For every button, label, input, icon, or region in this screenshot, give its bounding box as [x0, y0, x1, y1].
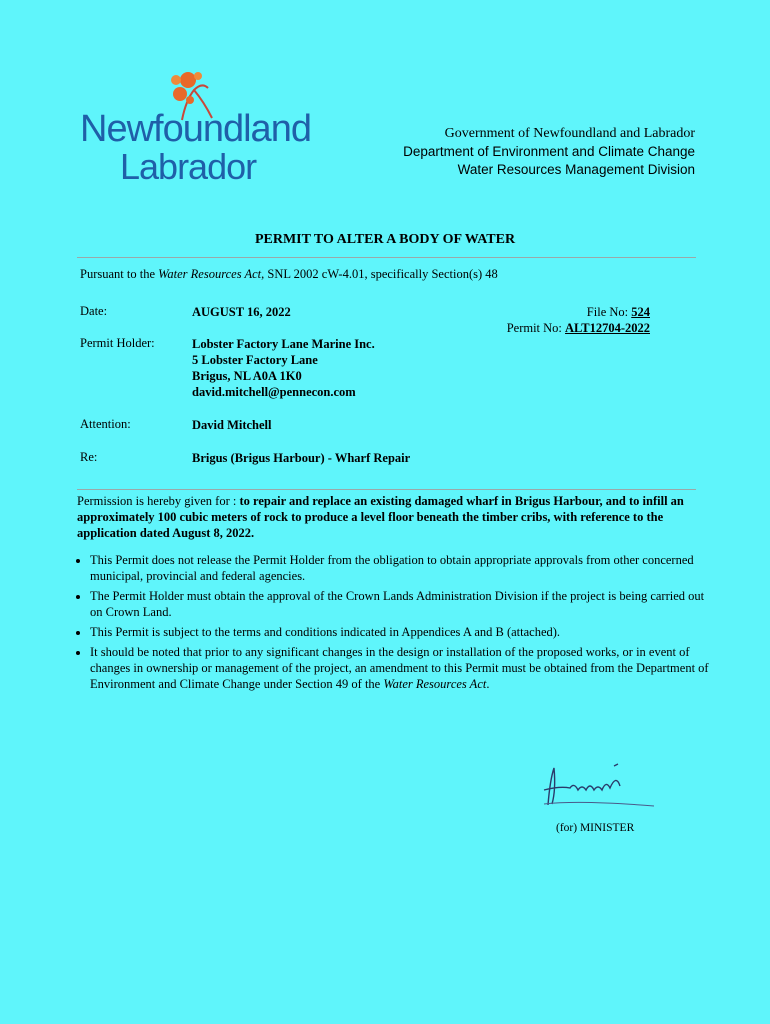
act-name: Water Resources Act [383, 677, 487, 691]
holder-company: Lobster Factory Lane Marine Inc. [192, 337, 375, 351]
department-name: Department of Environment and Climate Change [403, 144, 695, 159]
condition-item: • This Permit is subject to the terms and conditions indicated in Appendices A and B (attached). [90, 624, 718, 640]
permit-holder-label: Permit Holder: [80, 336, 155, 350]
attention-value: David Mitchell [192, 418, 272, 432]
date-label: Date: [80, 304, 108, 318]
file-numbers [507, 304, 650, 336]
permission-body: to repair and replace an existing damaged wharf in Brigus Harbour, and to infill an approximately 100 cubic meters of rock to produce a level floor beneath the timber cribs, with reference to the application dated August 8, 2022. [77, 494, 684, 540]
minister-label: (for) MINISTER [556, 822, 635, 834]
pursuant-suffix: , SNL 2002 cW-4.01, specifically Section(s) 48 [261, 267, 498, 281]
condition-text: It should be noted that prior to any significant changes in the design or installation of the proposed works, or in event of changes in ownership or management of the project, an amendment to this Permit must be obtained from the Department of Environment and Climate Change under Section 49 of the [90, 645, 709, 691]
act-name: Water Resources Act [158, 267, 262, 281]
file-number-row [507, 304, 650, 320]
re-label: Re: [80, 450, 98, 464]
condition-item [90, 644, 718, 692]
permit-number-label: Permit No: [506, 321, 566, 335]
holder-city: Brigus, NL A0A 1K0 [192, 369, 302, 383]
date-value: AUGUST 16, 2022 [192, 305, 291, 319]
pursuant-statement [80, 267, 498, 282]
logo-newfoundland-text: Newfoundland [80, 108, 311, 150]
holder-email: david.mitchell@pennecon.com [192, 385, 356, 399]
permit-holder-address [192, 336, 375, 400]
permit-number-row [507, 320, 650, 336]
document-title: PERMIT TO ALTER A BODY OF WATER [254, 232, 516, 247]
division-name: Water Resources Management Division [457, 162, 695, 177]
attention-label: Attention: [80, 417, 131, 431]
permit-number: ALT12704-2022 [565, 321, 650, 335]
department-header [403, 125, 695, 179]
government-name: Government of Newfoundland and Labrador [444, 126, 695, 141]
holder-street: 5 Lobster Factory Lane [192, 353, 318, 367]
logo-labrador-text: Labrador [120, 146, 257, 187]
condition-end: . [486, 677, 490, 691]
condition-item: • The Permit Holder must obtain the approval of the Crown Lands Administration Division if the project is being carried out on Crown Land. [90, 588, 718, 620]
newfoundland-labrador-logo [76, 70, 311, 190]
signature [540, 760, 660, 815]
conditions-list [72, 552, 718, 696]
divider [77, 257, 696, 258]
file-number: 524 [631, 305, 650, 319]
pursuant-prefix: Pursuant to the [80, 267, 159, 281]
file-number-label: File No: [586, 305, 632, 319]
divider [77, 489, 696, 490]
permission-prefix: Permission is hereby given for : [77, 494, 240, 508]
permission-statement [77, 493, 697, 541]
re-value: Brigus (Brigus Harbour) - Wharf Repair [192, 451, 411, 465]
condition-item: • This Permit does not release the Permit Holder from the obligation to obtain appropriate approvals from other concerned municipal, provincial and federal agencies. [90, 552, 718, 584]
